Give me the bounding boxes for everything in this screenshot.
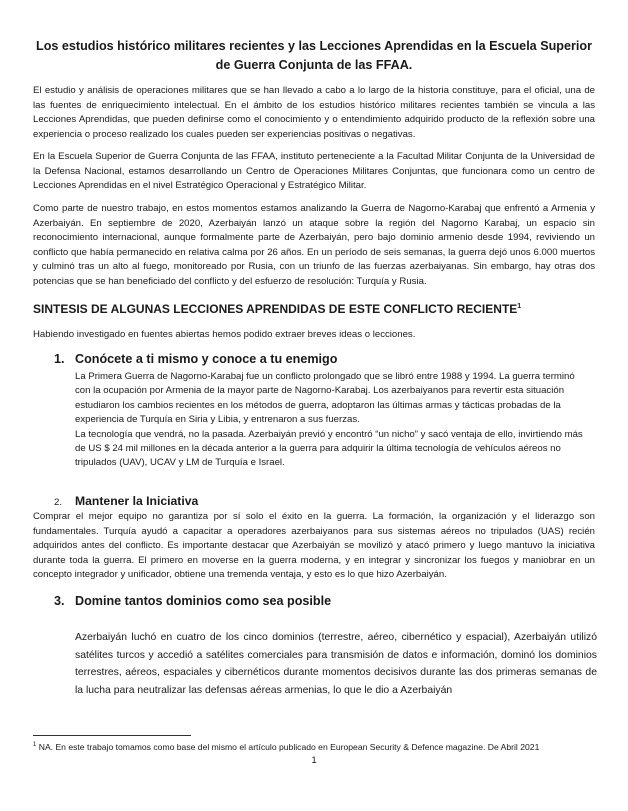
paragraph-1: El estudio y análisis de operaciones militares que se han llevado a cabo a lo largo de la historia constituye, para el oficial, una de las fuentes de enriquecimiento intelectual. En el ámbito de los estudios histórico militares recientes también se vincula a las Lecciones Aprendidas, que pueden definirse como el conocimiento y o entendimiento adquirido producto de la reflexión sobre una experiencia o proceso realizado los cuales pueden ser experiencias positivas o negativas. bbox=[33, 85, 595, 140]
lesson-1-heading bbox=[54, 351, 337, 367]
lesson-3-body: Azerbaiyán luchó en cuatro de los cinco dominios (terrestre, aéreo, cibernético y espacial), Azerbaiyán utilizó satélites turcos y accedió a satélites comerciales para transmisión de datos e información, dominó los dominios terrestres, aéreos, espaciales y cibernéticos durante momentos decisivos durante las dos primeras semanas de la lucha para neutralizar las defensas aéreas armenias, lo que le dio a Azerbaiyán bbox=[75, 632, 597, 696]
lesson-3-heading bbox=[54, 593, 331, 609]
lesson-number: 2. bbox=[54, 497, 63, 508]
section-heading-text: SINTESIS DE ALGUNAS LECCIONES APRENDIDAS DE ESTE CONFLICTO RECIENTE bbox=[33, 302, 518, 316]
footnote-text: NA. En este trabajo tomamos como base del mismo el artículo publicado en European Security & Defence magazine. De Abril 2021 bbox=[38, 742, 540, 752]
section-heading bbox=[33, 301, 595, 317]
lesson-number: 1. bbox=[54, 352, 65, 366]
lesson-title: Domine tantos dominios como sea posible bbox=[75, 594, 332, 608]
lesson-number: 3. bbox=[54, 594, 65, 608]
lesson-title: Conócete a ti mismo y conoce a tu enemigo bbox=[75, 352, 338, 366]
page-number: 1 bbox=[311, 755, 317, 766]
footnote-marker: 1 bbox=[33, 742, 37, 749]
footnote-ref-marker: 1 bbox=[517, 303, 522, 310]
lesson-2-body: Comprar el mejor equipo no garantiza por sí solo el éxito en la guerra. La formación, la organización y el liderazgo son fundamentales. Turquía ayudó a capacitar a operadores azerbaiyanos para sus sistemas aéreos no tripulados (UAS) recién adquiridos antes del conflicto. Es importante destacar que Azerbaiyán se movilizó y atacó primero y luego mantuvo la iniciativa durante toda la guerra. El primero en moverse en la guerra moderna, y en integrar y sincronizar los fuegos y maniobrar en un concepto integrador y unificador, obtiene una tremenda ventaja, y esto es lo que hizo Azerbaiyán. bbox=[33, 511, 595, 581]
lesson-1-body bbox=[75, 370, 590, 471]
paragraph-3: Como parte de nuestro trabajo, en estos momentos estamos analizando la Guerra de Nagorno-Karabaj que enfrentó a Armenia y Azerbaiyán. En septiembre de 2020, Azerbaiyán lanzó un ataque sobre la región del Nagorno Karabaj, un espacio sin reconocimiento internacional, aunque formalmente parte de Azerbaiyán, pero bajo dominio armenio desde 1994, reviviendo un conflicto que había permanecido en relativa calma por 26 años. En un período de seis semanas, la guerra dejó unos 6.000 muertos y culminó tras un alto al fuego, monitoreado por Rusia, con un triunfo de las fuerzas azerbaiyanas. Sin embargo, hay otras dos potencias que se han beneficiado del conflicto y del esfuerzo de resolución: Turquía y Rusia. bbox=[33, 203, 595, 287]
footnote bbox=[33, 741, 603, 753]
lesson-title: Mantener la Iniciativa bbox=[75, 494, 199, 508]
document-title: Los estudios histórico militares recientes y las Lecciones Aprendidas en la Escuela Superior de Guerra Conjunta de las FFAA. bbox=[36, 39, 592, 72]
lesson-2-heading bbox=[54, 492, 198, 510]
paragraph-2: En la Escuela Superior de Guerra Conjunta de las FFAA, instituto perteneciente a la Facultad Militar Conjunta de la Universidad de la Defensa Nacional, estamos desarrollando un Centro de Operaciones Militares Conjuntas, que funcionara como un centro de Lecciones Aprendidas en el nivel Estratégico Operacional y Estratégico Militar. bbox=[33, 151, 595, 192]
footnote-divider bbox=[33, 735, 191, 736]
lesson-paragraph: La tecnología que vendrá, no la pasada. Azerbaiyán previó y encontró “un nicho” y sacó ventaja de ello, invirtiendo más de US $ 24 mil millones en la década anterior a la guerra para adquirir la última tecnología de vehículos aéreos no tripulados (UAV), UCAV y LM de Turquía e Israel. bbox=[75, 428, 583, 469]
intro-paragraph: Habiendo investigado en fuentes abiertas hemos podido extraer breves ideas o lecciones. bbox=[33, 329, 416, 340]
lesson-paragraph: La Primera Guerra de Nagorno-Karabaj fue un conflicto prolongado que se libró entre 1988 y 1994. La guerra terminó con la ocupación por Armenia de la mayor parte de Nagorno-Karabaj. Los azerbaiyanos para revertir esta situación estudiaron los cambios recientes en los métodos de guerra, adoptaron las últimas armas y tácticas probadas de la experiencia de Turquía en Siria y Libia, y entrenaron a sus fuerzas. bbox=[75, 371, 575, 426]
